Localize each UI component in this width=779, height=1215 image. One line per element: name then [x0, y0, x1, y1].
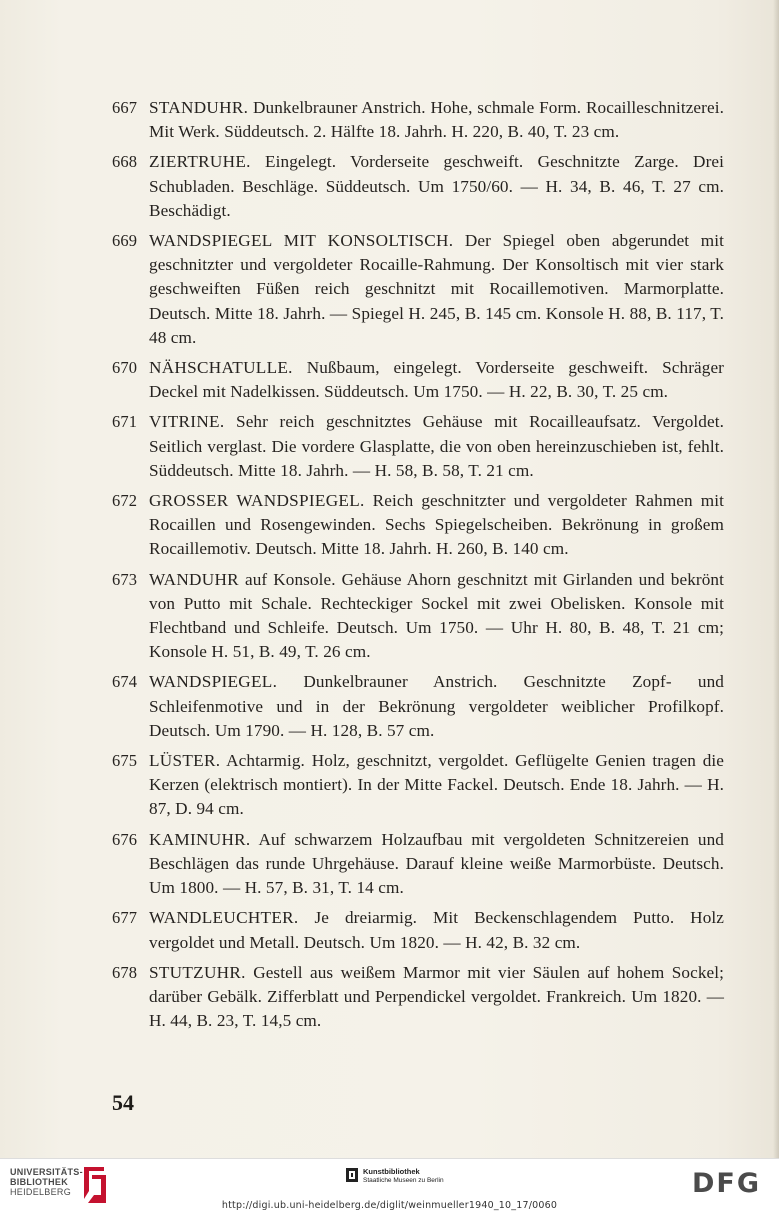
entry-text: auf Konsole. Gehäuse Ahorn geschnitzt mit Girlanden und bekrönt von Putto mit Schale. Rechteckiger Sockel mit zwei Obelisken. Konsole mit Flechtband und Schleife. Deutsch. Um 1750. — Uhr H. 80, B. 48, T. 21 cm; Konsole H. 51, B. 49, T. 26 cm.: [149, 569, 724, 662]
page-number: 54: [112, 1090, 134, 1115]
entry-text: Nußbaum, eingelegt. Vorderseite geschweift. Schräger Deckel mit Nadelkissen. Süddeutsch. Um 1750. — H. 22, B. 30, T. 25 cm.: [149, 358, 724, 402]
entry-number: 668: [112, 152, 138, 172]
catalogue-entry-677: [112, 906, 724, 954]
catalogue-entry-668: [112, 150, 724, 223]
entry-title: NÄHSCHATULLE.: [149, 358, 293, 378]
entry-number: 677: [112, 908, 138, 928]
entry-number: 670: [112, 358, 138, 378]
entry-text: Auf schwarzem Holzaufbau mit vergoldeten Schnitzereien und Beschlägen das runde Uhrgehäuse. Darauf kleine weiße Marmorbüste. Deutsch. Um 1800. — H. 57, B. 31, T. 14 cm.: [149, 829, 724, 898]
entry-number: 676: [112, 829, 138, 849]
entry-number: 672: [112, 491, 138, 511]
entry-number: 667: [112, 98, 138, 117]
kunstbibliothek-subtitle: Staatliche Museen zu Berlin: [363, 1177, 444, 1184]
catalogue-entry-672: [112, 489, 724, 562]
entry-text: Achtarmig. Holz, geschnitzt, vergoldet. Geflügelte Genien tragen die Kerzen (elektrisch montiert). In der Mitte Fackel. Deutsch. Ende 18. Jahrh. — H. 87, D. 94 cm.: [149, 751, 724, 819]
entry-title: LÜSTER.: [149, 751, 221, 771]
entry-title: STUTZUHR.: [149, 962, 246, 982]
entry-number: 669: [112, 231, 138, 251]
ub-logo-line-2: BIBLIOTHEK: [10, 1177, 68, 1187]
entry-title: KAMINUHR.: [149, 829, 251, 849]
entry-title: ZIERTRUHE.: [149, 152, 251, 172]
permalink-url[interactable]: http://digi.ub.uni-heidelberg.de/diglit/weinmueller1940_10_17/0060: [221, 1200, 558, 1211]
entry-title: STANDUHR.: [149, 98, 249, 117]
entry-number: 675: [112, 751, 138, 771]
entry-text: Reich geschnitzter und vergoldeter Rahmen mit Rocaillen und Rosengewinden. Sechs Spiegelscheiben. Bekrönung in großem Rocaillemotiv. Deutsch. Mitte 18. Jahrh. H. 260, B. 140 cm.: [149, 491, 724, 559]
entry-number: 673: [112, 569, 138, 589]
entry-title: WANDSPIEGEL.: [149, 672, 278, 692]
entry-title: VITRINE.: [149, 412, 225, 432]
entry-title: WANDUHR: [149, 569, 239, 589]
catalogue-entry-676: [112, 828, 724, 901]
ub-heidelberg-mark-icon: [80, 1165, 108, 1205]
entry-text: Der Spiegel oben abgerundet mit geschnitzter und vergoldeter Rocaille-Rahmung. Der Konsoltisch mit vier stark geschweiften Füßen reich geschnitzt mit Rocaillemotiven. Marmorplatte. Deutsch. Mitte 18. Jahrh. — Spiegel H. 245, B. 145 cm. Konsole H. 88, B. 117, T. 48 cm.: [149, 231, 724, 347]
entry-title: WANDLEUCHTER.: [149, 908, 299, 928]
entry-text: Dunkelbrauner Anstrich. Geschnitzte Zopf- und Schleifenmotive und in der Bekrönung vergoldeter weiblicher Profilkopf. Deutsch. Um 1790. — H. 128, B. 57 cm.: [149, 672, 724, 740]
catalogue-entry-675: [112, 749, 724, 822]
catalogue-entry-671: [112, 410, 724, 483]
catalogue-entry-667: [112, 96, 724, 144]
ub-heidelberg-logo[interactable]: [10, 1167, 83, 1197]
page-edge-shadow: [773, 0, 779, 1158]
catalogue-entry-678: [112, 961, 724, 1034]
entry-number: 671: [112, 412, 138, 432]
entry-number: 674: [112, 672, 138, 692]
entry-title: WANDSPIEGEL MIT KONSOLTISCH.: [149, 231, 454, 251]
entry-text: Sehr reich geschnitztes Gehäuse mit Rocailleaufsatz. Vergoldet. Seitlich verglast. Die vordere Glasplatte, die von oben hereinzuschieben ist, fehlt. Süddeutsch. Mitte 18. Jahrh. — H. 58, B. 58, T. 21 cm.: [149, 412, 724, 480]
kunstbibliothek-mark-icon: [346, 1168, 358, 1182]
dfg-logo[interactable]: DFG: [692, 1168, 762, 1199]
ub-logo-line-3: HEIDELBERG: [10, 1187, 72, 1197]
catalogue-entry-674: [112, 670, 724, 743]
entry-text: Dunkelbrauner Anstrich. Hohe, schmale Form. Rocailleschnitzerei. Mit Werk. Süddeutsch. 2. Hälfte 18. Jahrh. H. 220, B. 40, T. 23 cm.: [149, 98, 724, 142]
entry-text: Gestell aus weißem Marmor mit vier Säulen auf hohem Sockel; darüber Gebälk. Zifferblatt und Perpendickel vergoldet. Frankreich. Um 1820. — H. 44, B. 23, T. 14,5 cm.: [149, 962, 724, 1031]
ub-logo-line-1: UNIVERSITÄTS-: [10, 1167, 83, 1177]
catalogue-entries: [112, 96, 724, 1039]
entry-number: 678: [112, 962, 138, 982]
entry-title: GROSSER WANDSPIEGEL.: [149, 491, 365, 511]
entry-text: Eingelegt. Vorderseite geschweift. Geschnitzte Zarge. Drei Schubladen. Beschläge. Süddeutsch. Um 1750/60. — H. 34, B. 46, T. 27 cm. Beschädigt.: [149, 152, 724, 220]
kunstbibliothek-name: Kunstbibliothek: [363, 1167, 420, 1176]
catalogue-entry-669: [112, 229, 724, 350]
catalogue-entry-670: [112, 356, 724, 404]
catalogue-entry-673: [112, 568, 724, 665]
entry-text: Je dreiarmig. Mit Beckenschlagendem Putto. Holz vergoldet und Metall. Deutsch. Um 1820. — H. 42, B. 32 cm.: [149, 908, 724, 952]
